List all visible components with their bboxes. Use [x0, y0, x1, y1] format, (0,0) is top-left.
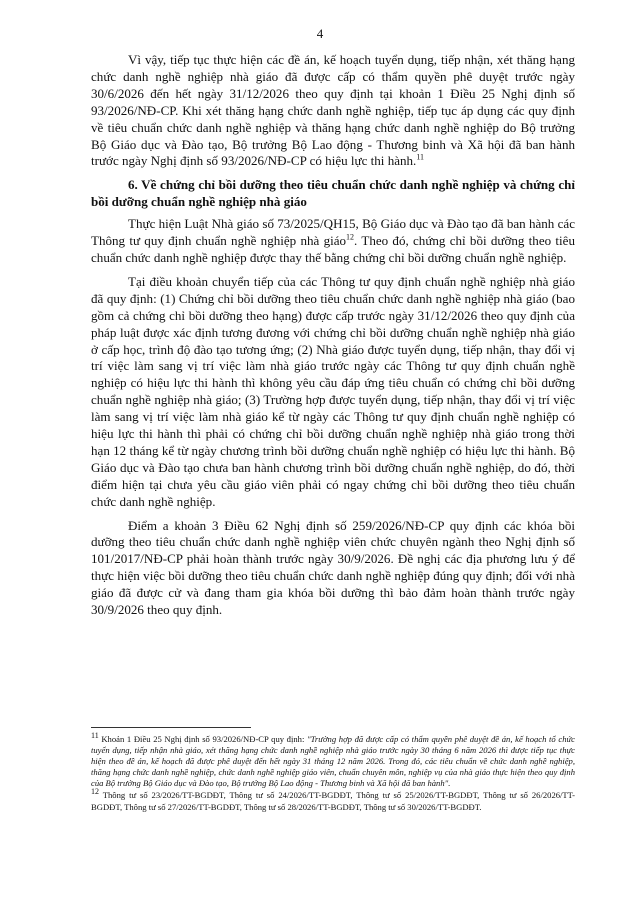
paragraph-text: . Theo đó, chứng chỉ bồi dưỡng theo tiêu chuẩn chức danh nghề nghiệp được thay thế bằng chứng chỉ bồi dưỡng chuẩn nghề nghiệp. [91, 233, 575, 265]
footnotes [91, 731, 575, 814]
footnote-reference: 12 [346, 232, 355, 242]
paragraph-recruitment-transition [91, 52, 575, 170]
footnote-text: Khoản 1 Điều 25 Nghị định số 93/2026/NĐ-CP quy định: [98, 734, 307, 744]
footnote-text: Thông tư số 23/2026/TT-BGDĐT, Thông tư số 24/2026/TT-BGDĐT, Thông tư số 25/2026/TT-BGDĐT, Thông tư số 26/2026/TT-BGDĐT, Thông tư số 27/2026/TT-BGDĐT, Thông tư số 28/2026/TT-BGDĐT, Thông tư số 30/2026/TT-BGDĐT. [91, 790, 575, 812]
paragraph-text: Thực hiện Luật Nhà giáo số 73/2025/QH15, Bộ Giáo dục và Đào tạo đã ban hành các Thông tư quy định chuẩn nghề nghiệp nhà giáo [91, 216, 575, 249]
paragraph-text: Vì vậy, tiếp tục thực hiện các đề án, kế hoạch tuyển dụng, tiếp nhận, xét thăng hạng chức danh nghề nghiệp nhà giáo đã được cấp có thẩm quyền phê duyệt trước ngày 30/6/2026 đến hết ngày 31/12/2026 theo quy định tại khoản 1 Điều 25 Nghị định số 93/2026/NĐ-CP. Khi xét thăng hạng chức danh nghề nghiệp, tiếp tục áp dụng các quy định về tiêu chuẩn chức danh nghề nghiệp và thăng hạng chức danh nghề nghiệp do Bộ trưởng Bộ Giáo dục và Đào tạo, Bộ trưởng Bộ Lao động - Thương binh và Xã hội đã ban hành trước ngày Nghị định số 93/2026/NĐ-CP có hiệu lực thi hành. [91, 52, 575, 169]
footnote-12 [91, 787, 575, 812]
body-text [91, 52, 575, 626]
footnote-number: 11 [91, 731, 99, 741]
footnote-quote: "Trường hợp đã được cấp có thẩm quyền phê duyệt đề án, kế hoạch tổ chức tuyển dụng, tiếp nhận nhà giáo, xét thăng hạng chức danh nghề nghiệp nhà giáo trước ngày 30 tháng 6 năm 2026 thì được tiếp tục thực hiện theo đề án, kế hoạch đã được phê duyệt đến hết ngày 31 tháng 12 năm 2026. Trong đó, các tiêu chuẩn về chức danh nghề nghiệp, thăng hạng chức danh nghề nghiệp, chức danh nghề nghiệp giáo viên, chuẩn chuyên môn, nghiệp vụ của nhà giáo thực hiện theo quy định của Bộ trưởng Bộ Giáo dục và Đào tạo, Bộ trưởng Bộ Lao động - Thương binh và Xã hội đã ban hành". [91, 734, 575, 789]
section-heading: 6. Về chứng chỉ bồi dưỡng theo tiêu chuẩn chức danh nghề nghiệp và chứng chỉ bồi dưỡng chuẩn nghề nghiệp nhà giáo [91, 177, 575, 210]
footnote-number: 12 [91, 787, 99, 797]
page-number: 4 [316, 26, 324, 41]
paragraph-teacher-law [91, 216, 575, 267]
paragraph-transition-provisions: Tại điều khoản chuyển tiếp của các Thông tư quy định chuẩn nghề nghiệp nhà giáo đã quy định: (1) Chứng chỉ bồi dưỡng theo tiêu chuẩn chức danh nghề nghiệp nhà giáo (bao gồm cả chứng chỉ bồi dưỡng theo hạng) được cấp trước ngày 31/12/2026 theo quy định của pháp luật được xác định tương đương với chứng chỉ bồi dưỡng chuẩn nghề nghiệp nhà giáo ở cấp học, trình độ đào tạo tương ứng; (2) Nhà giáo được tuyển dụng, tiếp nhận, thay đổi vị trí việc làm sang vị trí việc làm nhà giáo trước ngày các Thông tư quy định chuẩn nghề nghiệp có hiệu lực thi hành thì không yêu cầu đáp ứng tiêu chuẩn có chứng chỉ bồi dưỡng chuẩn nghề nghiệp nhà giáo; (3) Trường hợp được tuyển dụng, tiếp nhận, thay đổi vị trí việc làm sang vị trí việc làm nhà giáo kể từ ngày các Thông tư quy định chuẩn nghề nghiệp có hiệu lực thi hành thì phải có chứng chỉ bồi dưỡng chuẩn nghề nghiệp nhà giáo trong thời hạn 12 tháng kể từ ngày chương trình bồi dưỡng chuẩn nghề nghiệp có hiệu lực thi hành. Bộ Giáo dục và Đào tạo chưa ban hành chương trình bồi dưỡng chuẩn nghề nghiệp, do đó, thời điểm hiện tại chưa yêu cầu giáo viên phải có ngay chứng chỉ bồi dưỡng theo tiêu chuẩn chức danh nghề nghiệp. [91, 273, 575, 509]
footnote-11 [91, 731, 575, 789]
paragraph-decree-259: Điểm a khoản 3 Điều 62 Nghị định số 259/2026/NĐ-CP quy định các khóa bồi dưỡng theo tiêu chuẩn chức danh nghề nghiệp viên chức chuyên ngành theo Nghị định số 101/2017/NĐ-CP phải hoàn thành trước ngày 30/9/2026. Đề nghị các địa phương lưu ý để thực hiện việc bồi dưỡng theo tiêu chuẩn chức danh nghề nghiệp đúng quy định; đối với nhà giáo đã được cử và đang tham gia khóa bồi dưỡng thì bảo đảm hoàn thành trước ngày 30/9/2026 theo quy định. [91, 517, 575, 618]
footnote-separator [91, 727, 251, 728]
footnote-reference: 11 [416, 153, 425, 163]
